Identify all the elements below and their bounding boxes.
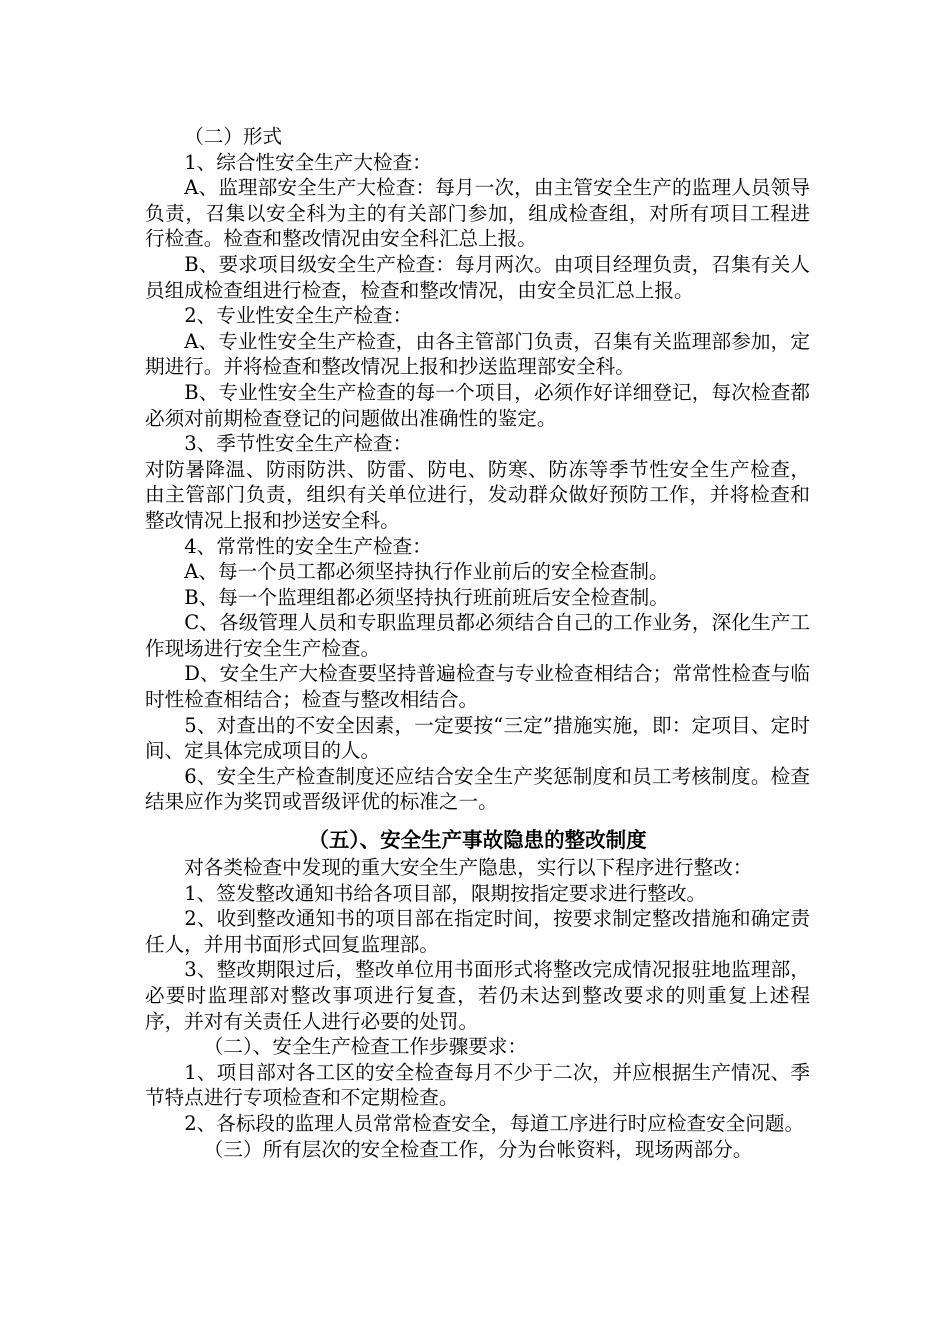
paragraph: （二）、安全生产检查工作步骤要求： — [203, 1035, 528, 1059]
paragraph: 2、收到整改通知书的项目部在指定时间，按要求制定整改措施和确定责任人，并用书面形式回复监理部。 — [145, 907, 810, 956]
section-rectification-procedure — [145, 855, 810, 1162]
paragraph: （三）所有层次的安全检查工作，分为台帐资料，现场两部分。 — [203, 1137, 753, 1161]
paragraph: B、每一个监理组都必须坚持执行班前班后安全检查制。 — [184, 585, 669, 609]
paragraph: 对防暑降温、防雨防洪、防雷、防电、防寒、防冻等季节性安全生产检查，由主管部门负责，组织有关单位进行，发动群众做好预防工作，并将检查和整改情况上报和抄送安全科。 — [145, 457, 810, 532]
paragraph: C、各级管理人员和专职监理员都必须结合自己的工作业务，深化生产工作现场进行安全生产检查。 — [145, 611, 810, 660]
paragraph: 2、各标段的监理人员常常检查安全，每道工序进行时应检查安全问题。 — [184, 1111, 805, 1135]
paragraph: B、要求项目级安全生产检查：每月两次。由项目经理负责，召集有关人员组成检查组进行检查，检查和整改情况，由安全员汇总上报。 — [145, 252, 810, 302]
paragraph: 3、季节性安全生产检查： — [184, 432, 413, 456]
section-heading: （五）、安全生产事故隐患的整改制度 — [308, 828, 647, 853]
paragraph: 6、安全生产检查制度还应结合安全生产奖惩制度和员工考核制度。检查结果应作为奖罚或晋级评优的标准之一。 — [145, 764, 810, 814]
paragraph: 2、专业性安全生产检查： — [184, 304, 413, 328]
paragraph: 1、综合性安全生产大检查： — [184, 150, 432, 174]
section-inspection-forms — [145, 124, 810, 815]
paragraph: A、监理部安全生产大检查：每月一次，由主管安全生产的监理人员领导负责，召集以安全科为主的有关部门参加，组成检查组，对所有项目工程进行检查。检查和整改情况由安全科汇总上报。 — [145, 176, 810, 251]
paragraph: 对各类检查中发现的重大安全生产隐患，实行以下程序进行整改： — [184, 856, 753, 880]
paragraph: （二）形式 — [184, 125, 283, 148]
paragraph: 4、常常性的安全生产检查： — [184, 534, 432, 558]
paragraph: 1、签发整改通知书给各项目部，限期按指定要求进行整改。 — [184, 881, 707, 905]
paragraph: 1、项目部对各工区的安全检查每月不少于二次，并应根据生产情况、季节特点进行专项检查和不定期检查。 — [145, 1060, 810, 1110]
paragraph: 5、对查出的不安全因素，一定要按“三定”措施实施，即：定项目、定时间、定具体完成项目的人。 — [145, 713, 810, 763]
paragraph: D、安全生产大检查要坚持普遍检查与专业检查相结合；常常性检查与临时性检查相结合；检查与整改相结合。 — [145, 662, 810, 712]
paragraph: B、专业性安全生产检查的每一个项目，必须作好详细登记，每次检查都必须对前期检查登记的问题做出准确性的鉴定。 — [145, 380, 810, 430]
paragraph: A、每一个员工都必须坚持执行作业前后的安全检查制。 — [184, 560, 669, 584]
document-body — [145, 124, 810, 1162]
paragraph: A、专业性安全生产检查，由各主管部门负责，召集有关监理部参加，定期进行。并将检查和整改情况上报和抄送监理部安全科。 — [145, 329, 810, 379]
paragraph: 3、整改期限过后，整改单位用书面形式将整改完成情况报驻地监理部，必要时监理部对整改事项进行复查，若仍未达到整改要求的则重复上述程序，并对有关责任人进行必要的处罚。 — [145, 958, 810, 1033]
